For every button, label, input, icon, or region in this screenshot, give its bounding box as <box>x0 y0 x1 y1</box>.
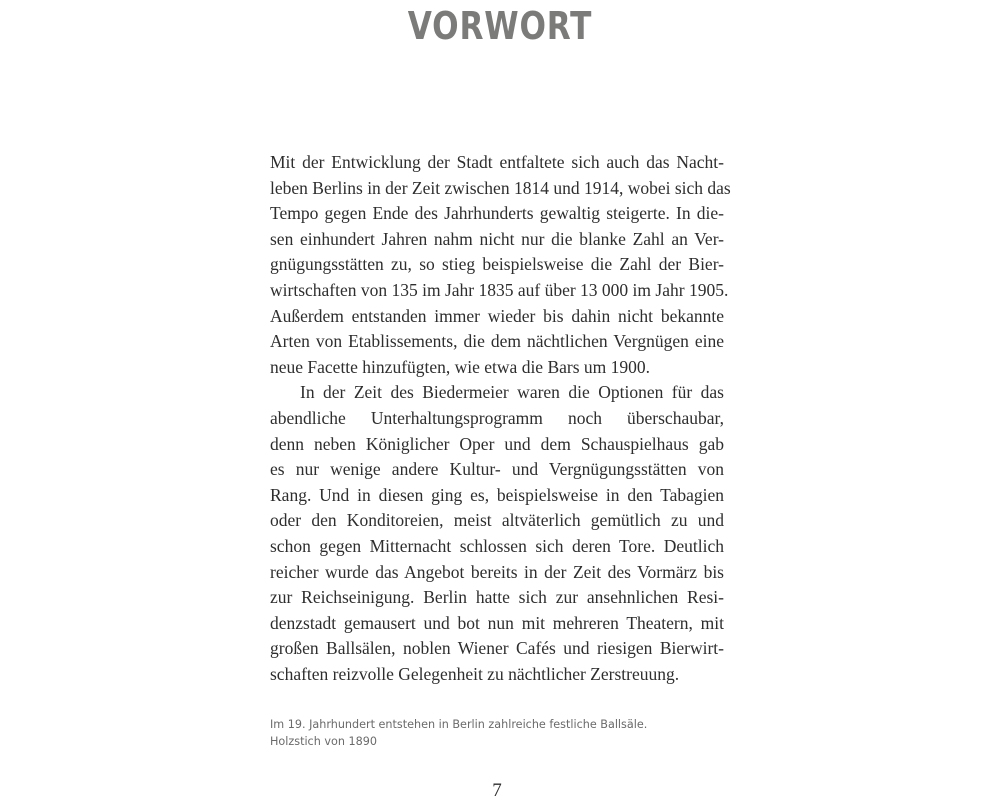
text-line: neue Facette hinzufügten, wie etwa die Bars um 1900. <box>270 356 651 377</box>
text-line: sen einhundert Jahren nahm nicht nur die blanke Zahl an Ver- <box>270 228 724 249</box>
text-line: Arten von Etablissements, die dem nächtlichen Vergnügen eine <box>270 331 724 352</box>
text-line: In der Zeit des Biedermeier waren die Optionen für das <box>300 382 724 403</box>
caption-line: Holzstich von 1890 <box>270 735 377 748</box>
text-line: großen Ballsälen, noblen Wiener Cafés und riesigen Bierwirt- <box>270 638 724 659</box>
text-line: es nur wenige andere Kultur- und Vergnügungsstätten von <box>270 459 724 480</box>
text-line: Rang. Und in diesen ging es, beispielsweise in den Tabagien <box>270 484 724 505</box>
paragraph-1 <box>270 150 731 380</box>
page-number: 7 <box>492 780 502 800</box>
text-line: leben Berlins in der Zeit zwischen 1814 und 1914, wobei sich das <box>270 177 731 198</box>
text-line: gnügungsstätten zu, so stieg beispielsweise die Zahl der Bier- <box>270 254 724 275</box>
chapter-title: VORWORT <box>407 4 593 48</box>
text-line: schaften reizvolle Gelegenheit zu nächtlicher Zerstreuung. <box>270 663 680 684</box>
image-caption <box>270 716 730 750</box>
text-line: Mit der Entwicklung der Stadt entfaltete sich auch das Nacht- <box>270 152 724 172</box>
text-line: schon gegen Mitternacht schlossen sich deren Tore. Deutlich <box>270 535 724 556</box>
text-line: denn neben Königlicher Oper und dem Schauspielhaus gab <box>270 433 724 454</box>
text-line: Außerdem entstanden immer wieder bis dahin nicht bekannte <box>270 305 724 326</box>
text-line: abendliche Unterhaltungsprogramm noch überschaubar, <box>270 407 724 428</box>
text-line: zur Reichseinigung. Berlin hatte sich zur ansehnlichen Resi- <box>270 587 724 608</box>
text-line: denzstadt gemausert und bot nun mit mehreren Theatern, mit <box>270 612 724 633</box>
body-text <box>270 150 731 687</box>
text-line: reicher wurde das Angebot bereits in der Zeit des Vormärz bis <box>270 561 724 582</box>
text-line: Tempo gegen Ende des Jahrhunderts gewaltig steigerte. In die- <box>270 203 724 224</box>
text-line: wirtschaften von 135 im Jahr 1835 auf über 13 000 im Jahr 1905. <box>270 279 729 300</box>
text-line: oder den Konditoreien, meist altväterlich gemütlich zu und <box>270 510 724 531</box>
paragraph-2 <box>270 380 724 687</box>
caption-line: Im 19. Jahrhundert entstehen in Berlin zahlreiche festliche Ballsäle. <box>270 718 648 731</box>
